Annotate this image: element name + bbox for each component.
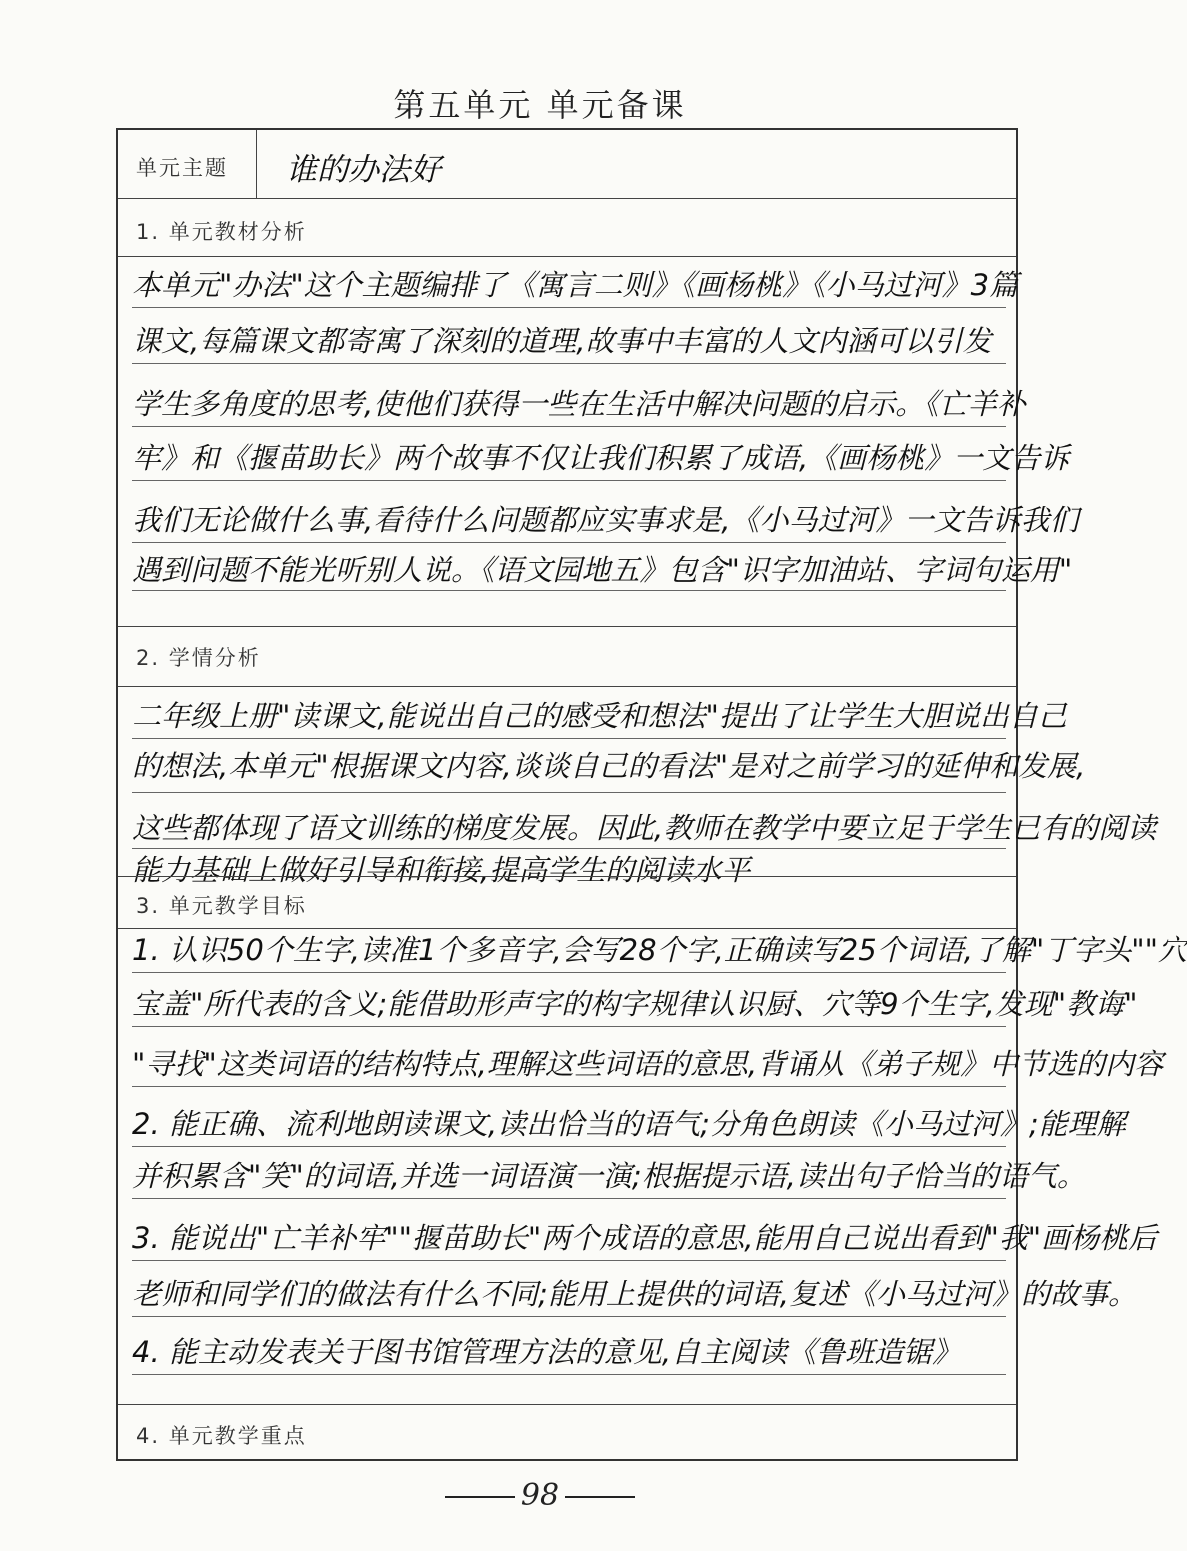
section-heading-teaching-goals: 3. 单元教学目标 [136,894,307,918]
ruled-line [132,1198,1006,1199]
handwritten-line: 这些都体现了语文训练的梯度发展。因此,教师在教学中要立足于学生已有的阅读 [132,811,1157,845]
theme-label: 单元主题 [136,156,228,180]
page-title: 第五单元 单元备课 [393,86,687,124]
ruled-line [132,1146,1006,1147]
handwritten-line: 老师和同学们的做法有什么不同;能用上提供的词语,复述《小马过河》的故事。 [132,1277,1137,1311]
handwritten-line: 课文,每篇课文都寄寓了深刻的道理,故事中丰富的人文内涵可以引发 [132,324,992,358]
handwritten-line: 牢》和《揠苗助长》两个故事不仅让我们积累了成语,《画杨桃》一文告诉 [132,441,1070,475]
divider [118,626,1016,627]
ruled-line [132,1260,1006,1261]
ruled-line [132,792,1006,793]
ruled-line [132,363,1006,364]
handwritten-line: 能力基础上做好引导和衔接,提高学生的阅读水平 [132,853,751,887]
handwritten-line: 我们无论做什么事,看待什么问题都应实事求是,《小马过河》一文告诉我们 [132,503,1079,537]
ruled-line [132,590,1006,591]
divider [118,686,1016,687]
section-heading-learning-analysis: 2. 学情分析 [136,646,261,670]
handwritten-line: 的想法,本单元"根据课文内容,谈谈自己的看法"是对之前学习的延伸和发展, [132,749,1086,783]
page-number-dash-left [445,1496,515,1498]
handwritten-line: 2. 能正确、流利地朗读课文,读出恰当的语气;分角色朗读《小马过河》;能理解 [132,1107,1126,1141]
page-number-value: 98 [520,1478,560,1513]
handwritten-line: 3. 能说出"亡羊补牢""揠苗助长"两个成语的意思,能用自己说出看到"我"画杨桃后 [132,1221,1158,1255]
handwritten-line: 4. 能主动发表关于图书馆管理方法的意见,自主阅读《鲁班造锯》 [132,1335,962,1369]
divider [118,876,1016,877]
ruled-line [132,848,1006,849]
ruled-line [132,542,1006,543]
ruled-line [132,1374,1006,1375]
ruled-line [132,1026,1006,1027]
section-heading-material-analysis: 1. 单元教材分析 [136,220,307,244]
ruled-line [132,426,1006,427]
handwritten-line: 宝盖"所代表的含义;能借助形声字的构字规律认识厨、穴等9个生字,发现"教诲" [132,987,1138,1021]
handwritten-line: 1. 认识50个生字,读准1个多音字,会写28个字,正确读写25个词语,了解"丁字头""穴 [132,933,1187,967]
handwritten-line: 学生多角度的思考,使他们获得一些在生活中解决问题的启示。《亡羊补 [132,387,1026,421]
ruled-line [132,1086,1006,1087]
section-heading-key-points: 4. 单元教学重点 [136,1424,307,1448]
ruled-line [132,480,1006,481]
theme-value: 谁的办法好 [286,152,441,188]
lesson-plan-table [116,128,1187,1461]
divider [118,1404,1016,1405]
divider [118,256,1016,257]
ruled-line [132,1316,1006,1317]
handwritten-line: 二年级上册"读课文,能说出自己的感受和想法"提出了让学生大胆说出自己 [132,699,1067,733]
divider [118,198,1016,199]
page-number [0,1478,1080,1513]
divider [118,928,1016,929]
handwritten-line: "寻找"这类词语的结构特点,理解这些词语的意思,背诵从《弟子规》中节选的内容 [132,1047,1164,1081]
handwritten-line: 本单元"办法"这个主题编排了《寓言二则》《画杨桃》《小马过河》3篇 [132,268,1019,302]
ruled-line [132,738,1006,739]
page-number-dash-right [565,1496,635,1498]
handwritten-line: 并积累含"笑"的词语,并选一词语演一演;根据提示语,读出句子恰当的语气。 [132,1159,1086,1193]
handwritten-line: 遇到问题不能光听别人说。《语文园地五》包含"识字加油站、字词句运用" [132,553,1073,587]
ruled-line [132,972,1006,973]
theme-divider [256,130,257,198]
theme-row [118,130,1016,198]
ruled-line [132,307,1006,308]
